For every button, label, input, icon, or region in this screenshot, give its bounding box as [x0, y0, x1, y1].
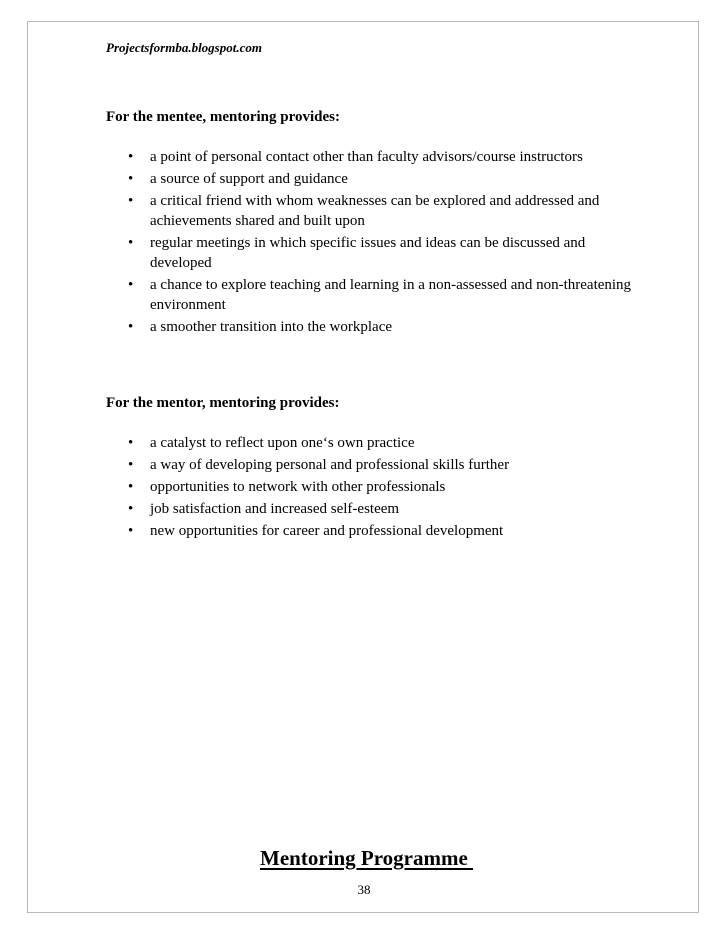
bullet-icon: •: [128, 457, 134, 473]
bullet-icon: •: [128, 235, 134, 251]
bullet-icon: •: [128, 479, 134, 495]
list-item: [128, 233, 638, 273]
list-item-text: opportunities to network with other professionals: [150, 479, 446, 495]
list-item: [128, 499, 638, 519]
list-item-text: job satisfaction and increased self-esteem: [150, 501, 400, 517]
bullet-icon: •: [128, 501, 134, 517]
bullet-icon: •: [128, 171, 134, 187]
list-item: [128, 275, 638, 315]
list-item: [128, 477, 638, 497]
list-item: [128, 147, 638, 167]
mentor-section-heading: For the mentor, mentoring provides:: [106, 395, 340, 411]
programme-title: Mentoring Programme: [260, 846, 474, 870]
list-item: [128, 191, 638, 231]
list-item-text: a point of personal contact other than faculty advisors/course instructors: [150, 149, 583, 165]
list-item-text: a way of developing personal and professional skills further: [150, 457, 510, 473]
mentee-benefits-list: [128, 147, 638, 339]
site-header: Projectsformba.blogspot.com: [106, 40, 262, 55]
list-item: [128, 169, 638, 189]
list-item-text: new opportunities for career and professional development: [150, 523, 504, 539]
bullet-icon: •: [128, 319, 134, 335]
bullet-icon: •: [128, 149, 134, 165]
list-item-text: a source of support and guidance: [150, 171, 348, 187]
list-item-text: regular meetings in which specific issues and ideas can be discussed and developed: [150, 235, 586, 271]
mentor-benefits-list: [128, 433, 638, 543]
list-item: [128, 455, 638, 475]
list-item-text: a catalyst to reflect upon one‘s own practice: [150, 435, 415, 451]
mentee-section-heading: For the mentee, mentoring provides:: [106, 109, 340, 125]
bullet-icon: •: [128, 523, 134, 539]
bullet-icon: •: [128, 277, 134, 293]
page-number: 38: [357, 882, 371, 897]
list-item-text: a smoother transition into the workplace: [150, 319, 393, 335]
list-item: [128, 317, 638, 337]
bullet-icon: •: [128, 435, 134, 451]
list-item-text: a critical friend with whom weaknesses can be explored and addressed and achievements shared and built upon: [150, 193, 600, 229]
list-item: [128, 521, 638, 541]
bullet-icon: •: [128, 193, 134, 209]
list-item: [128, 433, 638, 453]
list-item-text: a chance to explore teaching and learning in a non-assessed and non-threatening environment: [150, 277, 632, 313]
